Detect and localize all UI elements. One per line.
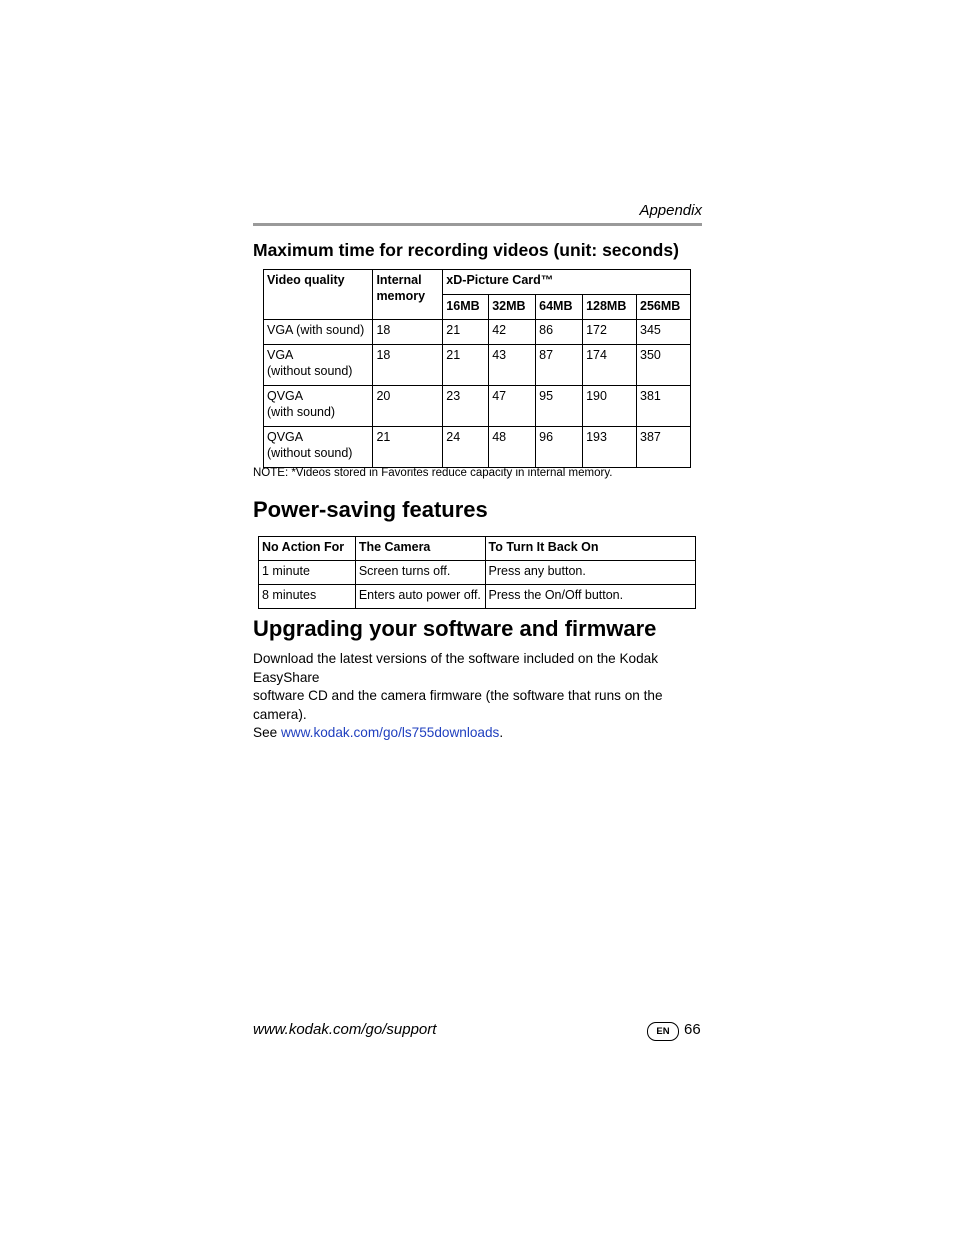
table-row — [264, 345, 691, 386]
value-cell: 86 — [536, 320, 583, 345]
upgrade-title: Upgrading your software and firmware — [253, 616, 657, 641]
value-cell: 350 — [637, 345, 691, 386]
table-row — [259, 561, 696, 585]
header-size: 256MB — [637, 295, 691, 320]
quality-cell: VGA (with sound) — [264, 320, 373, 345]
section-header: Appendix — [639, 202, 702, 219]
value-cell: 21 — [443, 320, 489, 345]
value-cell: 87 — [536, 345, 583, 386]
table-cell: Press the On/Off button. — [485, 585, 695, 609]
value-cell: 48 — [489, 427, 536, 468]
footer-support-url: www.kodak.com/go/support — [253, 1021, 437, 1038]
header-video-quality: Video quality — [264, 270, 373, 320]
header-no-action: No Action For — [259, 537, 356, 561]
value-cell: 18 — [373, 345, 443, 386]
quality-cell: QVGA (with sound) — [264, 386, 373, 427]
value-cell: 174 — [583, 345, 637, 386]
table-cell: Screen turns off. — [355, 561, 485, 585]
header-xd-card: xD-Picture Card™ — [443, 270, 691, 295]
value-cell: 95 — [536, 386, 583, 427]
header-rule — [253, 223, 702, 226]
table-cell: 1 minute — [259, 561, 356, 585]
quality-cell: VGA (without sound) — [264, 345, 373, 386]
header-size: 64MB — [536, 295, 583, 320]
power-saving-table — [258, 536, 696, 609]
language-badge: EN — [647, 1022, 679, 1041]
page-number: 66 — [684, 1021, 701, 1038]
value-cell: 381 — [637, 386, 691, 427]
value-cell: 193 — [583, 427, 637, 468]
header-size: 32MB — [489, 295, 536, 320]
value-cell: 20 — [373, 386, 443, 427]
table-row — [259, 585, 696, 609]
table-cell: 8 minutes — [259, 585, 356, 609]
video-recording-table — [263, 269, 691, 468]
table-cell: Press any button. — [485, 561, 695, 585]
value-cell: 96 — [536, 427, 583, 468]
value-cell: 190 — [583, 386, 637, 427]
table-row — [264, 427, 691, 468]
header-the-camera: The Camera — [355, 537, 485, 561]
table-cell: Enters auto power off. — [355, 585, 485, 609]
value-cell: 42 — [489, 320, 536, 345]
power-saving-title: Power-saving features — [253, 497, 488, 522]
value-cell: 23 — [443, 386, 489, 427]
header-turn-back-on: To Turn It Back On — [485, 537, 695, 561]
video-note: NOTE: *Videos stored in Favorites reduce capacity in internal memory. — [253, 467, 613, 479]
value-cell: 47 — [489, 386, 536, 427]
value-cell: 172 — [583, 320, 637, 345]
header-internal-memory: Internal memory — [373, 270, 443, 320]
value-cell: 21 — [443, 345, 489, 386]
table-row — [264, 386, 691, 427]
quality-cell: QVGA (without sound) — [264, 427, 373, 468]
upgrade-body: Download the latest versions of the software included on the Kodak EasyShare software CD and the camera firmware (the software that runs on the camera). See www.kodak.com/go/ls755downloads. — [253, 651, 663, 740]
value-cell: 24 — [443, 427, 489, 468]
video-table-title: Maximum time for recording videos (unit: seconds) — [253, 240, 679, 260]
header-size: 16MB — [443, 295, 489, 320]
value-cell: 345 — [637, 320, 691, 345]
value-cell: 43 — [489, 345, 536, 386]
downloads-link[interactable]: www.kodak.com/go/ls755downloads — [280, 725, 500, 740]
value-cell: 18 — [373, 320, 443, 345]
value-cell: 21 — [373, 427, 443, 468]
value-cell: 387 — [637, 427, 691, 468]
header-size: 128MB — [583, 295, 637, 320]
table-row — [264, 320, 691, 345]
